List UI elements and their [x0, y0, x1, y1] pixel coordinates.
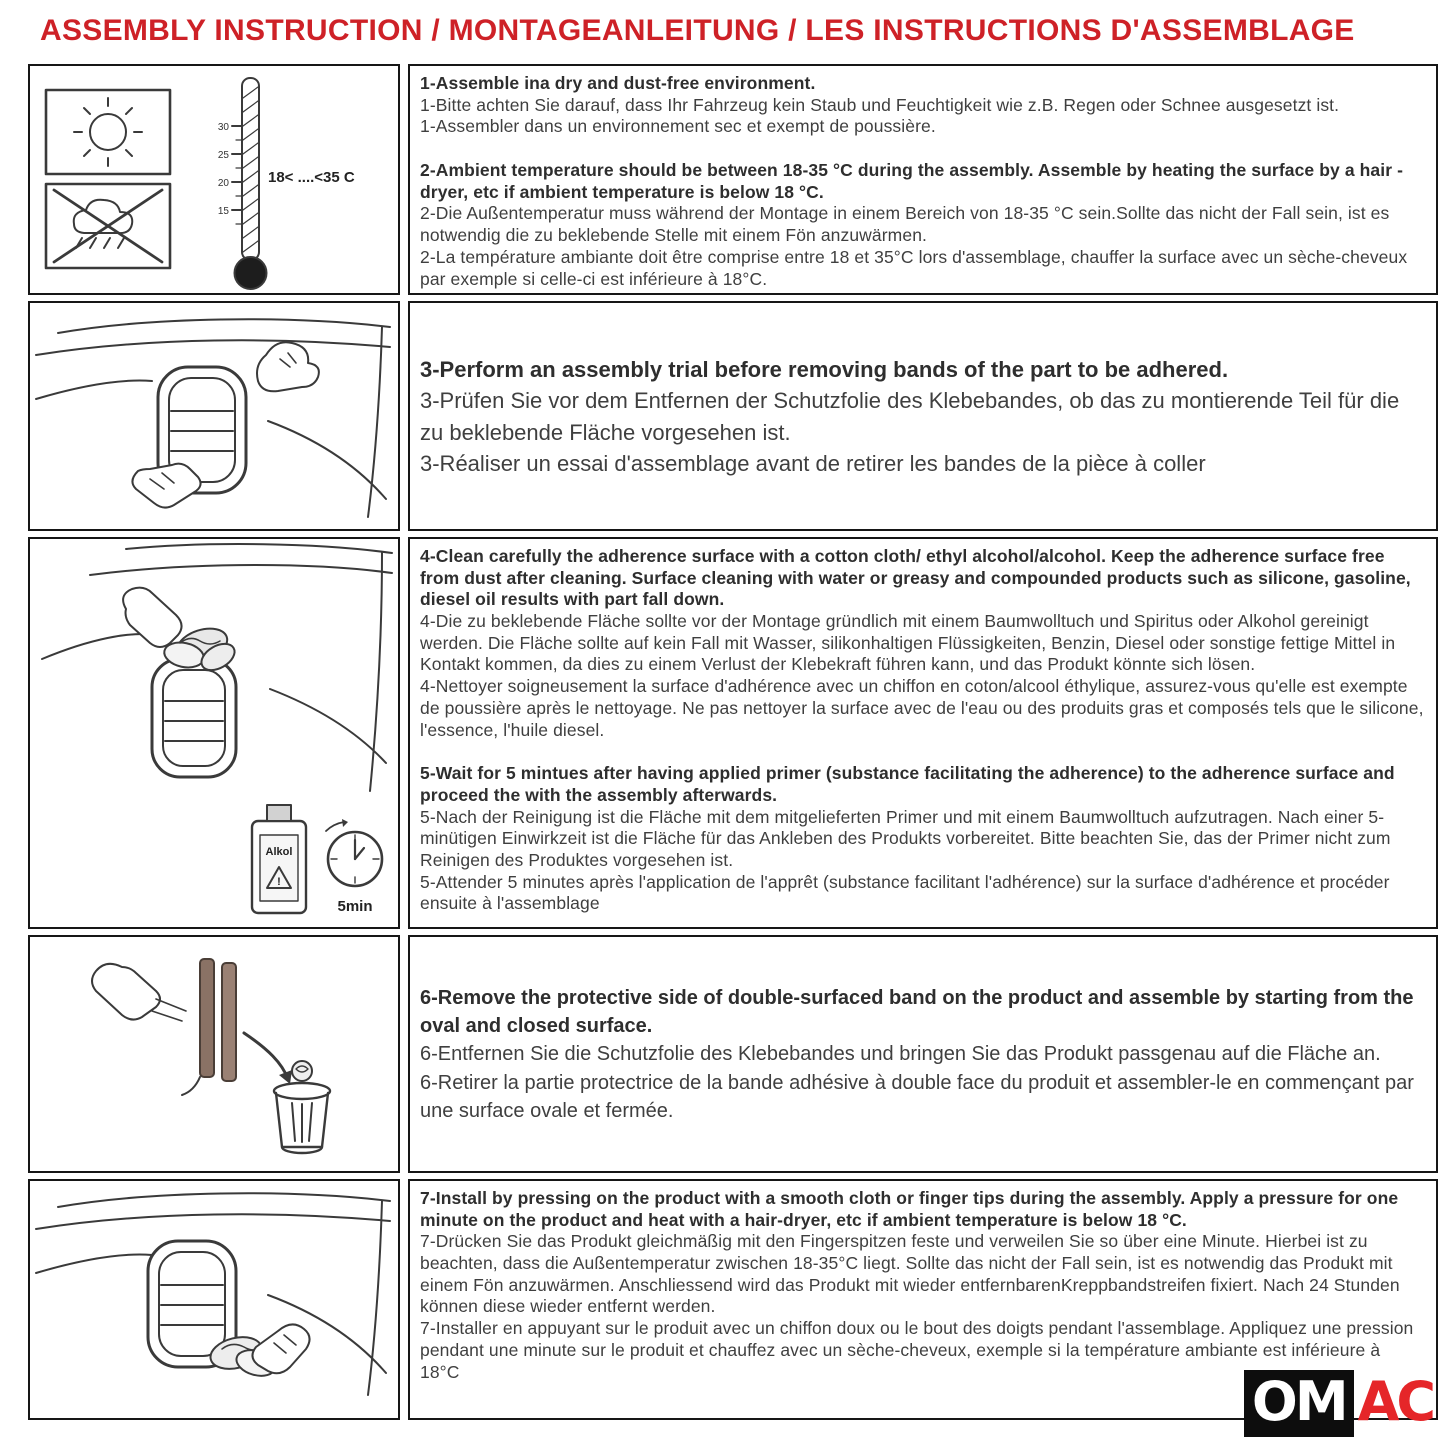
section-press-install	[28, 1179, 1438, 1420]
no-rain-icon	[54, 190, 162, 262]
hand-icon-top	[257, 342, 319, 391]
clock-duration-label: 5min	[337, 898, 373, 915]
sun-icon	[74, 98, 142, 166]
instruction-2-de: 2-Die Außentemperatur muss während der Montage in einem Bereich von 18-35 °C sein.Sollte das nicht der Fall sein, ist es notwendig die zu beklebende Stelle mit einem Fön anzuwärmen.	[420, 203, 1390, 246]
instruction-6-fr: 6-Retirer la partie protectrice de la bande adhésive à double face du produit et assembler-le en commençant par une surface ovale et fermée.	[420, 1071, 1414, 1123]
instruction-5-en: 5-Wait for 5 mintues after having applied primer (substance facilitating the adherence) to the adherence surface and proceed the with the assembly afterwards.	[420, 763, 1395, 805]
temperature-range-label: 18< ....<35 C	[268, 169, 355, 186]
instruction-4-de: 4-Die zu beklebende Fläche sollte vor der Montage gründlich mit einem Baumwolltuch und Spiritus oder Alkohol gereinigt werden. Die Fläche sollte auf kein Fall mit Wasser, silikonhaltigen Flüssigkeiten, Benzin, Diesel oder sonstige fettige Mittel in Kontakt kommen, da dies zu einem Verlust der Klebekraft führen kann, und das Produkt könnte sich lösen.	[420, 611, 1396, 675]
instruction-2-en: 2-Ambient temperature should be between 18-35 °C during the assembly. Assemble by heating the surface by a hair -dryer, etc if ambient temperature is below 18 °C.	[420, 160, 1403, 202]
climate-illustration	[28, 64, 400, 295]
instruction-5-fr: 5-Attender 5 minutes après l'application de l'apprêt (substance facilitant l'adhérence) sur la surface d'adhérence et procéder ensuite à l'assemblage	[420, 871, 1390, 914]
section-assembly-trial	[28, 301, 1438, 531]
instruction-7-en: 7-Install by pressing on the product with a smooth cloth or finger tips during the assembly. Apply a pressure for one minute on the product and heat with a hair-dryer, etc if ambient temperature is below 18 °C.	[420, 1188, 1399, 1230]
instruction-1-en: 1-Assemble ina dry and dust-free environment.	[420, 73, 816, 93]
section-clean-primer	[28, 537, 1438, 929]
alcohol-bottle-icon	[252, 805, 306, 913]
omac-logo-ac-text: AC	[1357, 1370, 1433, 1433]
instruction-1-fr: 1-Assembler dans un environnement sec et exempt de poussière.	[420, 116, 936, 137]
peel-band-illustration-svg	[30, 937, 398, 1171]
hand-icon	[123, 588, 181, 647]
instruction-4-en: 4-Clean carefully the adherence surface with a cotton cloth/ ethyl alcohol/alcohol. Keep the adherence surface free from dust after cleaning. Surface cleaning with water or greasy and compounded products such as silicone, gasoline, diesel oil results with part fall down.	[420, 546, 1411, 610]
instruction-2-fr: 2-La température ambiante doit être comprise entre 18 et 35°C lors d'assemblage, chauffer la surface avec un sèche-cheveux par exemple si celle-ci est inférieure à 18°C.	[420, 246, 1408, 289]
trial-fit-illustration-svg	[30, 303, 398, 529]
instruction-3-de: 3-Prüfen Sie vor dem Entfernen der Schutzfolie des Klebebandes, ob das zu montierende Teil für die zu beklebende Fläche vorgesehen ist.	[420, 388, 1400, 445]
instruction-3-fr: 3-Réaliser un essai d'assemblage avant de retirer les bandes de la pièce à coller	[420, 450, 1206, 476]
thermometer-scale-25: 25	[217, 150, 229, 161]
page-title: ASSEMBLY INSTRUCTION / MONTAGEANLEITUNG / LES INSTRUCTIONS D'ASSEMBLAGE	[40, 14, 1355, 47]
section-environment-temperature	[28, 64, 1438, 295]
thermometer-icon	[232, 78, 267, 289]
thermometer-scale-15: 15	[217, 206, 229, 217]
instruction-3-en: 3-Perform an assembly trial before removing bands of the part to be adhered.	[420, 357, 1229, 383]
thermometer-scale-20: 20	[217, 178, 229, 189]
instruction-7-de: 7-Drücken Sie das Produkt gleichmäßig mit den Fingerspitzen feste und verweilen Sie so über eine Minute. Hierbei ist zu beachten, dass die Außentemperatur zwischen 18-35°C liegt. Sollte das nicht der Fall sein, ist es notwendig das Produkt mit einem Fön anzuwärmen. Anschliessend wird das Produkt mit wieder entfernbarenKreppbandstreifen fixiert. Nach 24 Stunden können diese wieder entfernt werden.	[420, 1231, 1400, 1317]
section-assembly-trial-text	[408, 301, 1438, 531]
section-remove-band-text	[408, 935, 1438, 1173]
press-install-illustration	[28, 1179, 400, 1420]
trim-part	[152, 659, 236, 777]
instruction-5-de: 5-Nach der Reinigung ist die Fläche mit dem mitgelieferten Primer und mit einem Baumwolltuch aufzutragen. Nach einer 5-minütigen Einwirkzeit ist die Fläche für das Ankleben des Produkts vorbereitet. Bitte beachten Sie, das der Primer nicht zum Reinigen des Produktes vorgesehen ist.	[420, 806, 1391, 870]
clock-icon	[326, 819, 382, 886]
instruction-7-fr: 7-Installer en appuyant sur le produit avec un chiffon doux ou le bout des doigts pendant l'assemblage. Appliquez une pression pendant une minute sur le produit et chauffez avec un sèche-cheveux, exemple si la température ambiante est inférieure à 18°C	[420, 1318, 1414, 1382]
thermometer-scale-30: 30	[217, 122, 229, 133]
press-install-illustration-svg	[30, 1181, 398, 1418]
omac-logo	[1244, 1370, 1437, 1437]
section-environment-text	[408, 64, 1438, 295]
instruction-6-de: 6-Entfernen Sie die Schutzfolie des Klebebandes und bringen Sie das Produkt passgenau auf die Fläche an.	[420, 1043, 1381, 1066]
hand-icon	[252, 1324, 309, 1373]
bottle-label: Alkol	[265, 846, 293, 858]
climate-illustration-svg	[30, 66, 398, 293]
hand-icon	[92, 964, 186, 1021]
cleaning-illustration	[28, 537, 400, 929]
adhesive-band-strips	[182, 959, 236, 1095]
instruction-4-fr: 4-Nettoyer soigneusement la surface d'adhérence avec un chiffon en coton/alcool éthylique, assurez-vous qu'elle est exempte de poussière après le nettoyage. Ne pas nettoyer la surface avec de l'eau ou des produits gras et composés tels que le silicone, l'essence, l'huile diesel.	[420, 676, 1424, 740]
instruction-1-de: 1-Bitte achten Sie darauf, dass Ihr Fahrzeug kein Staub und Feuchtigkeit wie z.B. Regen oder Schnee ausgesetzt ist.	[420, 94, 1340, 115]
section-clean-primer-text	[408, 537, 1438, 929]
section-remove-band	[28, 935, 1438, 1173]
hand-icon-bottom	[132, 464, 200, 508]
cleaning-illustration-svg	[30, 539, 398, 927]
arrow-to-trash	[244, 1033, 288, 1079]
trial-fit-illustration	[28, 301, 400, 531]
omac-logo-om-block: OM	[1244, 1370, 1354, 1437]
car-body-line	[58, 319, 390, 333]
peel-band-illustration	[28, 935, 400, 1173]
warning-exclamation: !	[277, 876, 281, 888]
instruction-6-en: 6-Remove the protective side of double-surfaced band on the product and assemble by starting from the oval and closed surface.	[420, 986, 1414, 1037]
